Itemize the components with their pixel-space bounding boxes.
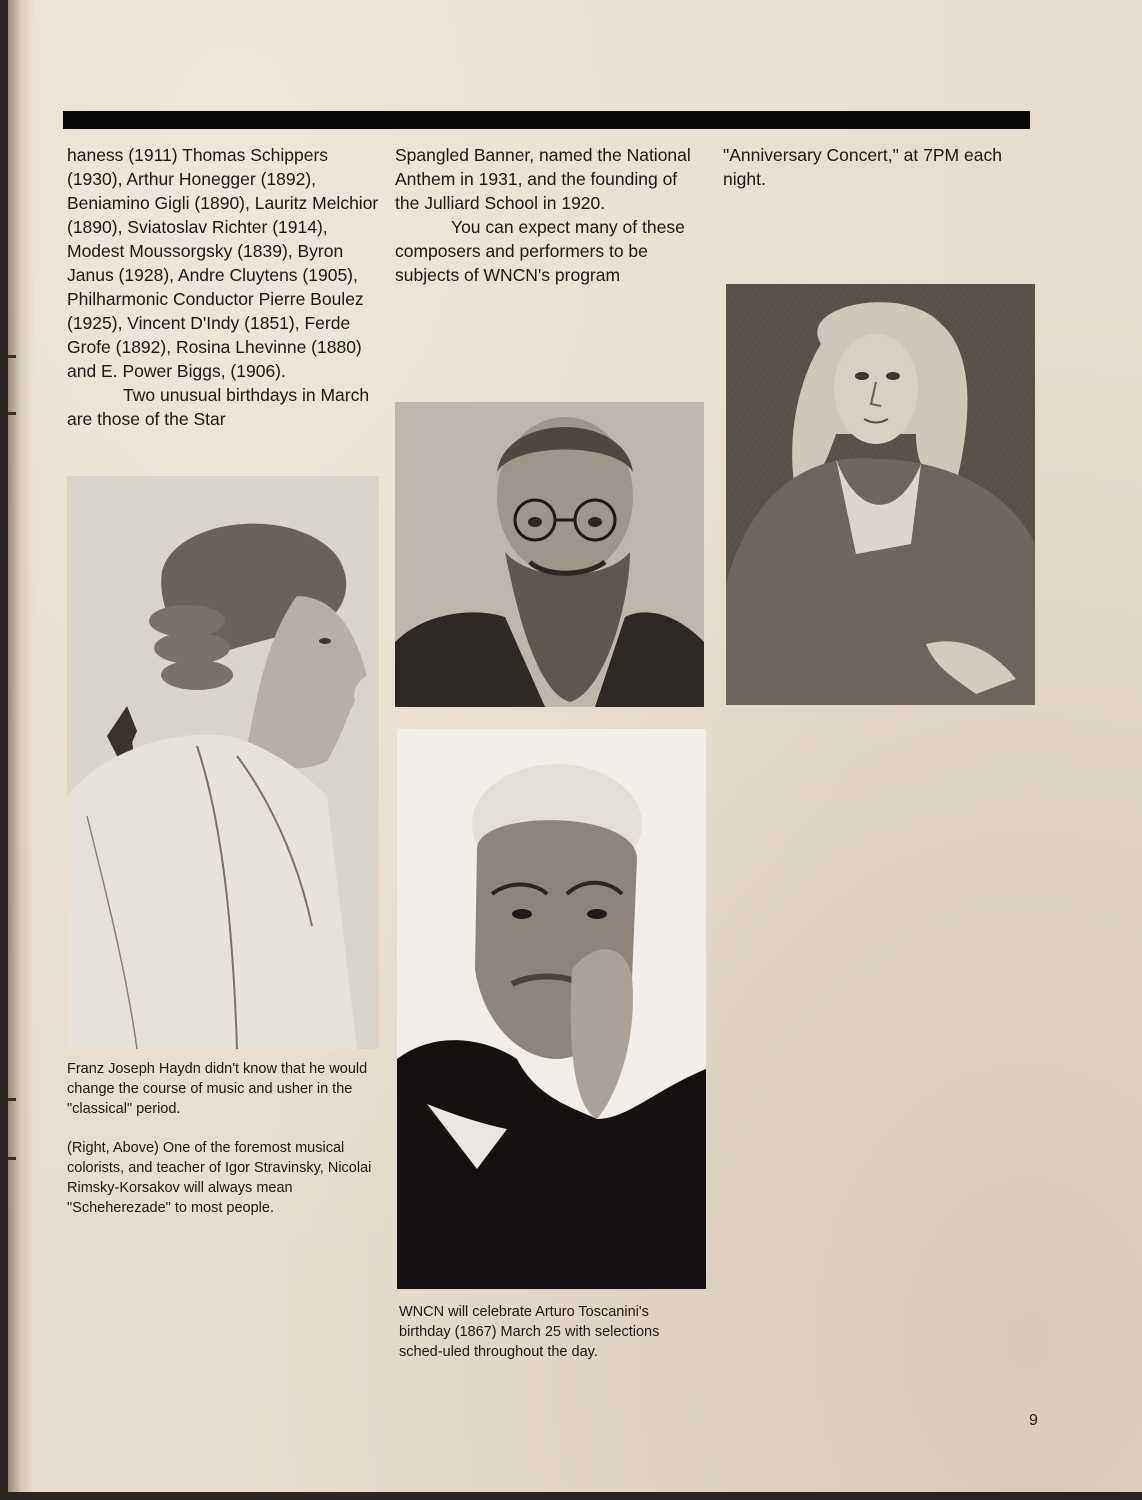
- body-paragraph: Two unusual birthdays in March are those of the Star: [67, 385, 370, 429]
- binding-mark: [8, 355, 16, 358]
- body-paragraph: haness (1911) Thomas Schippers (1930), Arthur Honegger (1892), Beniamino Gigli (1890), Lauritz Melchior (1890), Sviatoslav Richter (1914), Modest Moussorgsky (1839), Byron Janus (1928), Andre Cluytens (1905), Philharmonic Conductor Pierre Boulez (1925), Vincent D'Indy (1851), Ferde Grofe (1892), Rosina Lhevinne (1880) and E. Power Biggs, (1906).: [67, 145, 379, 381]
- binding-mark: [8, 1098, 16, 1101]
- caption-haydn: [67, 1059, 372, 1119]
- binding-mark: [8, 1157, 16, 1160]
- binding-mark: [8, 412, 16, 415]
- portrait-photo-rimsky-korsakov: [395, 402, 704, 707]
- portrait-photo-toscanini: [397, 729, 706, 1289]
- caption-text: WNCN will celebrate Arturo Toscanini's birthday (1867) March 25 with selections sched-uled throughout the day.: [399, 1304, 660, 1360]
- text-column-right: [723, 143, 1023, 191]
- text-column-middle: [395, 143, 700, 287]
- page-number: 9: [1029, 1412, 1038, 1429]
- header-rule: [63, 111, 1030, 129]
- caption-text: Franz Joseph Haydn didn't know that he would change the course of music and usher in the "classical" period.: [67, 1061, 368, 1117]
- portrait-drawing-haydn: [67, 476, 379, 1049]
- caption-text: (Right, Above) One of the foremost musical colorists, and teacher of Igor Stravinsky, Nicolai Rimsky-Korsakov will always mean "Scheherezade" to most people.: [67, 1140, 372, 1216]
- caption-rimsky-korsakov: [67, 1138, 372, 1218]
- magazine-page: [8, 0, 1142, 1492]
- body-paragraph: "Anniversary Concert," at 7PM each night.: [723, 145, 1002, 189]
- text-column-left: [67, 143, 379, 431]
- body-paragraph: You can expect many of these composers and performers to be subjects of WNCN's program: [395, 217, 685, 285]
- caption-toscanini: [399, 1302, 661, 1362]
- binding-gutter: [8, 0, 34, 1492]
- portrait-engraving-photo: [726, 284, 1035, 705]
- body-paragraph: Spangled Banner, named the National Anthem in 1931, and the founding of the Julliard School in 1920.: [395, 145, 691, 213]
